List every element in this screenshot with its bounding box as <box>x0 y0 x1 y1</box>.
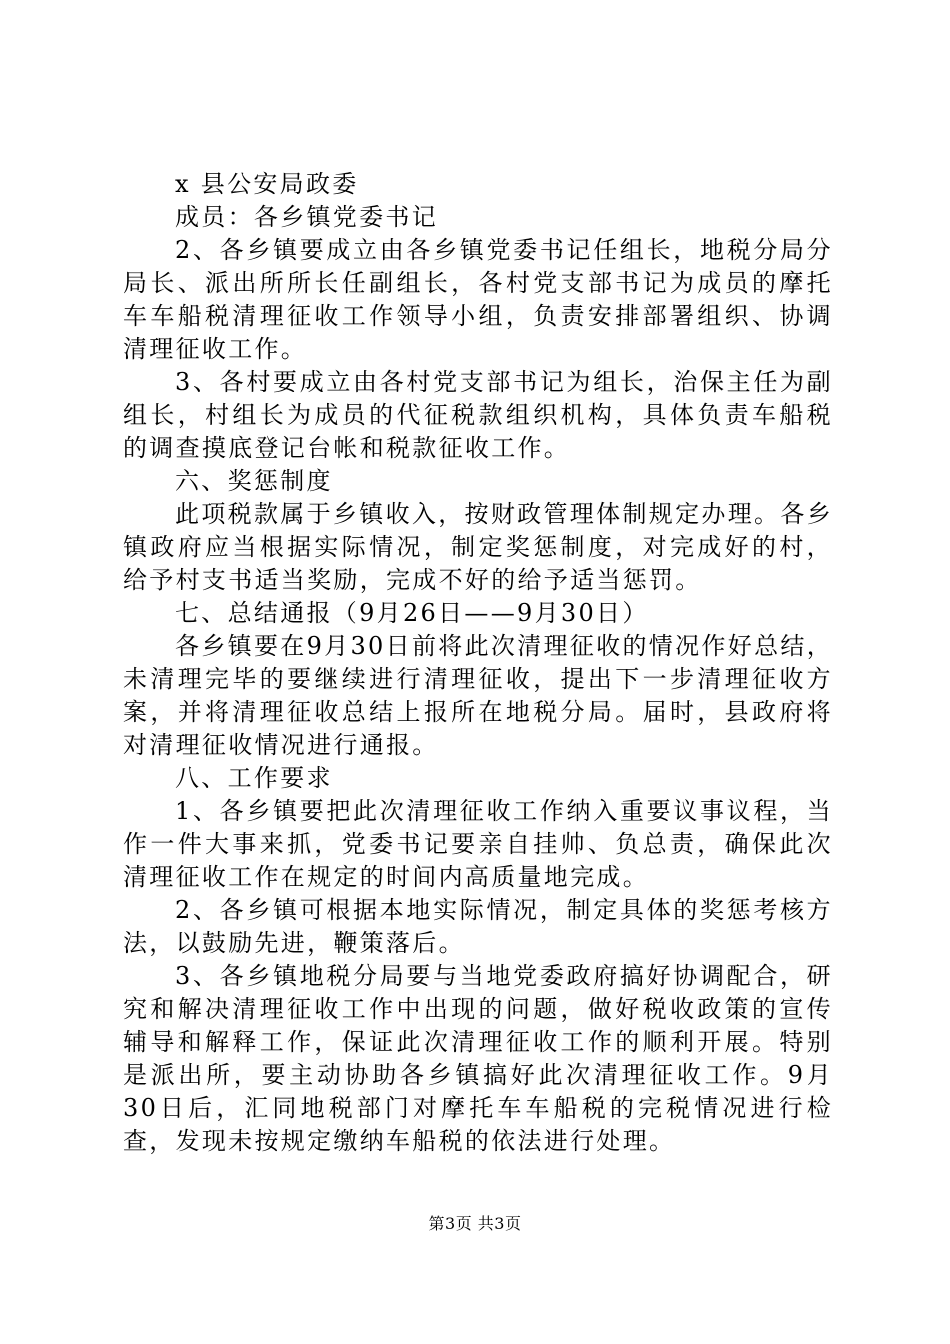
page-number-footer: 第3页 共3页 <box>428 1214 522 1233</box>
section-heading-rewards-penalties: 六、奖惩制度 <box>175 467 333 495</box>
document-body <box>123 168 833 1158</box>
section-heading-work-requirements: 八、工作要求 <box>175 764 333 792</box>
paragraph-requirement-3: 3、各乡镇地税分局要与当地党委政府搞好协调配合，研究和解决清理征收工作中出现的问题，做好税收政策的宣传辅导和解释工作，保证此次清理征收工作的顺利开展。特别是派出所，要主动协助各乡镇搞好此次清理征收工作。9月30日后，汇同地税部门对摩托车车船税的完税情况进行检查，发现未按规定缴纳车船税的依法进行处理。 <box>123 962 833 1155</box>
section-heading-summary-report: 七、总结通报（9月26日——9月30日） <box>175 599 649 627</box>
paragraph-members: 成员：各乡镇党委书记 <box>175 203 438 231</box>
paragraph-political-commissar: x 县公安局政委 <box>175 170 359 198</box>
paragraph-rewards-penalties: 此项税款属于乡镇收入，按财政管理体制规定办理。各乡镇政府应当根据实际情况，制定奖惩制度，对完成好的村，给予村支书适当奖励，完成不好的给予适当惩罚。 <box>123 500 833 594</box>
paragraph-township-leading-group: 2、各乡镇要成立由各乡镇党委书记任组长，地税分局分局长、派出所所长任副组长，各村党支部书记为成员的摩托车车船税清理征收工作领导小组，负责安排部署组织、协调清理征收工作。 <box>123 236 833 363</box>
paragraph-village-collection-agency: 3、各村要成立由各村党支部书记为组长，治保主任为副组长，村组长为成员的代征税款组织机构，具体负责车船税的调查摸底登记台帐和税款征收工作。 <box>123 368 833 462</box>
paragraph-requirement-1: 1、各乡镇要把此次清理征收工作纳入重要议事议程，当作一件大事来抓，党委书记要亲自挂帅、负总责，确保此次清理征收工作在规定的时间内高质量地完成。 <box>123 797 833 891</box>
paragraph-requirement-2: 2、各乡镇可根据本地实际情况，制定具体的奖惩考核方法，以鼓励先进，鞭策落后。 <box>123 896 833 957</box>
paragraph-summary-report: 各乡镇要在9月30日前将此次清理征收的情况作好总结，未清理完毕的要继续进行清理征收，提出下一步清理征收方案，并将清理征收总结上报所在地税分局。届时，县政府将对清理征收情况进行通报。 <box>123 632 833 759</box>
